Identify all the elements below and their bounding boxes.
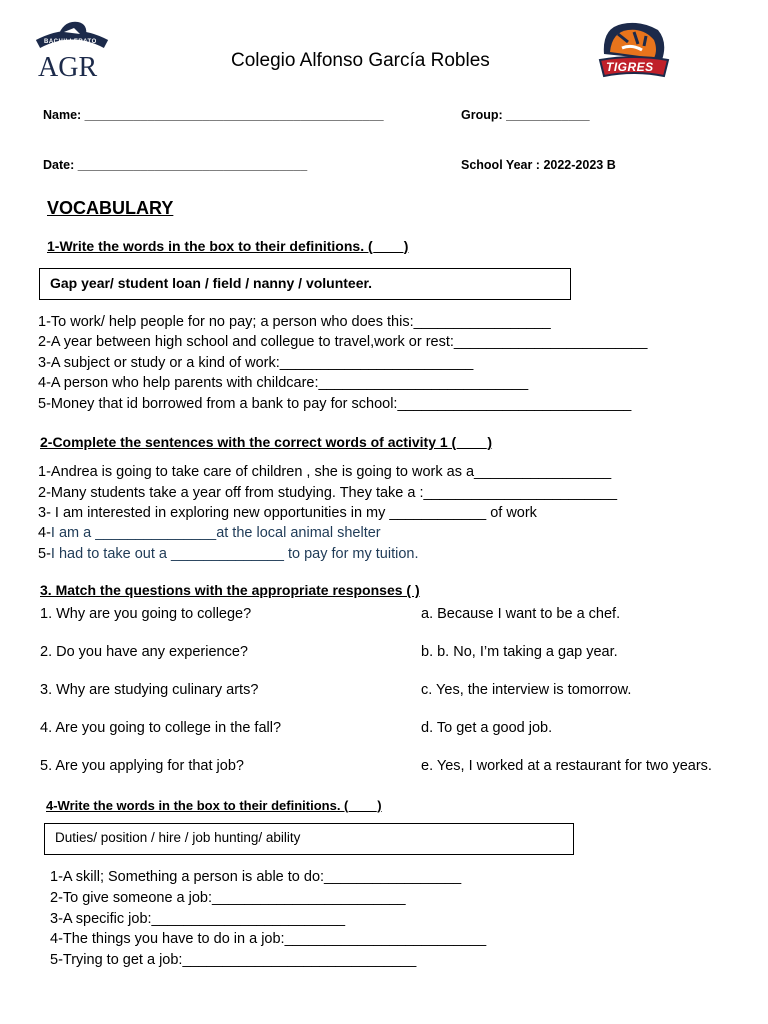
tigres-logo (598, 20, 670, 82)
section2-item-1[interactable]: 1-Andrea is going to take care of children , she is going to work as a_________________ (38, 464, 612, 480)
section1-item-4[interactable]: 4-A person who help parents with childcare:__________________________ (38, 375, 529, 391)
section4-item-2[interactable]: 2-To give someone a job:________________________ (50, 890, 406, 906)
date-field[interactable]: Date: _________________________________ (43, 158, 308, 172)
section4-item-1[interactable]: 1-A skill; Something a person is able to do:_________________ (50, 869, 462, 885)
question-2: 2. Do you have any experience? (40, 644, 248, 660)
answer-a: a. Because I want to be a chef. (421, 606, 621, 622)
section1-item-5[interactable]: 5-Money that id borrowed from a bank to pay for school:_____________________________ (38, 396, 632, 412)
section2-item-5[interactable] (38, 546, 419, 562)
page-title: Colegio Alfonso García Robles (231, 50, 490, 71)
question-5: 5. Are you applying for that job? (40, 758, 244, 774)
answer-b: b. b. No, I’m taking a gap year. (421, 644, 618, 660)
logo-agr-text: AGR (38, 52, 98, 83)
school-year: School Year : 2022-2023 B (461, 158, 616, 172)
logo-tigres-text: TIGRES (606, 60, 654, 74)
question-4: 4. Are you going to college in the fall? (40, 720, 282, 736)
name-field[interactable]: Name: ___________________________________________ (43, 108, 384, 122)
section1-word-box-text: Gap year/ student loan / field / nanny / volunteer. (50, 275, 373, 291)
section1-word-box (39, 268, 571, 300)
answer-d: d. To get a good job. (421, 720, 553, 736)
section1-item-1[interactable]: 1-To work/ help people for no pay; a person who does this:_________________ (38, 314, 551, 330)
section4-word-box (44, 823, 574, 855)
section4-item-5[interactable]: 5-Trying to get a job:_____________________________ (50, 952, 417, 968)
answer-e: e. Yes, I worked at a restaurant for two years. (421, 758, 712, 774)
section4-item-3[interactable]: 3-A specific job:________________________ (50, 911, 346, 927)
section1-heading: 1-Write the words in the box to their definitions. (____) (47, 238, 409, 254)
section2-item-5-text: I had to take out a ______________ to pay for my tuition. (50, 546, 419, 562)
section2-item-4[interactable] (38, 525, 381, 541)
section2-heading: 2-Complete the sentences with the correct words of activity 1 (____) (40, 434, 493, 450)
section2-item-3[interactable]: 3- I am interested in exploring new opportunities in my ____________ of work (38, 505, 537, 521)
section1-item-2[interactable]: 2-A year between high school and collegue to travel,work or rest:________________________ (38, 334, 648, 350)
logo-arc-text: BACHILLERATO (44, 39, 97, 45)
section3-heading: 3. Match the questions with the appropriate responses ( ) (40, 582, 420, 598)
school-logo-agr (34, 18, 110, 82)
section2-item-2[interactable]: 2-Many students take a year off from studying. They take a :________________________ (38, 485, 618, 501)
question-3: 3. Why are studying culinary arts? (40, 682, 259, 698)
group-field[interactable]: Group: ____________ (461, 108, 590, 122)
vocabulary-heading: VOCABULARY (47, 198, 174, 218)
section4-heading: 4-Write the words in the box to their definitions. (____) (46, 798, 382, 813)
section4-word-box-text: Duties/ position / hire / job hunting/ ability (55, 830, 301, 845)
section2-item-4-number: 4- (38, 525, 51, 541)
section2-item-4-text: I am a _______________at the local animal shelter (50, 525, 381, 541)
section4-item-4[interactable]: 4-The things you have to do in a job:_________________________ (50, 931, 487, 947)
section2-item-5-number: 5- (38, 546, 51, 562)
question-1: 1. Why are you going to college? (40, 606, 252, 622)
answer-c: c. Yes, the interview is tomorrow. (421, 682, 632, 698)
section1-item-3[interactable]: 3-A subject or study or a kind of work:________________________ (38, 355, 474, 371)
